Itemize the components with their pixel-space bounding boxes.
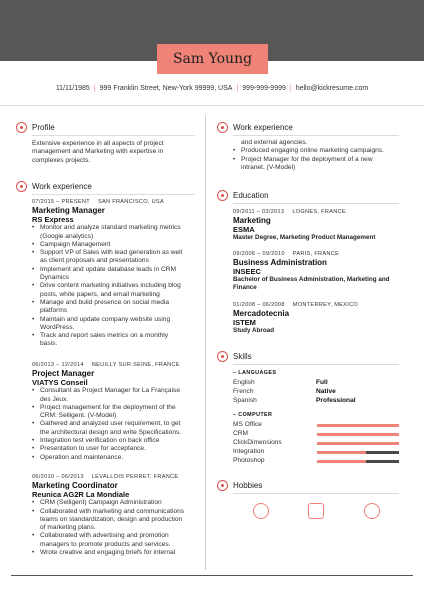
graduation-cap-icon	[217, 190, 228, 201]
language-name: French	[233, 388, 254, 395]
job-title: Project Manager	[32, 369, 95, 379]
education-heading: Education	[217, 190, 269, 201]
computer-skill-name: Photoshop	[233, 457, 265, 464]
language-level: Full	[316, 379, 328, 386]
name-box	[157, 44, 268, 74]
computer-skill-name: Integration	[233, 448, 265, 455]
briefcase-icon	[16, 181, 27, 192]
column-divider	[205, 115, 206, 570]
address: 999 Franklin Street, New-York 99999, USA	[99, 85, 233, 92]
contact-line: 11/11/1985 | 999 Franklin Street, New-York 99999, USA | 999-999-9999 | hello@kickresume.com	[55, 85, 369, 92]
skill-bar	[317, 451, 399, 454]
shopping-bag-icon	[308, 503, 324, 519]
work-heading	[16, 181, 92, 192]
education-item: 09/2006 – 09/2010 PARIS, FRANCE Business Administration INSEEC Bachelor of Business Administration, Marketing and Finance	[233, 251, 390, 292]
work-right-heading: Work experience	[217, 122, 293, 133]
footer-rule	[11, 575, 413, 576]
candidate-name: Sam Young	[172, 51, 253, 67]
job-org: RS Express	[32, 215, 74, 225]
skill-bar	[317, 424, 399, 427]
language-name: English	[233, 379, 255, 386]
job-1: 07/2015 – PRESENT SAN FRANCISCO, USA Marketing Manager RS Express • Monitor and analyze standard marketing metrics (Google analytics) • Campaign Management • Support VP of Sales with lead generation as well as client proposals and presentations • Implement and update database leads in CRM Dynamics • Drive content marketing initiatives including blog posts, white papers, and email marketing • Manage and build presence on social media platforms • Maintain and update company website using WordPress. • Track and report sales metrics on a monthly basis.	[32, 198, 204, 349]
education-rule	[233, 203, 399, 204]
work-heading-label: Work experience	[32, 182, 92, 191]
languages-label: – LANGUAGES	[233, 370, 277, 376]
skills-rule	[233, 364, 399, 365]
birthdate: 11/11/1985	[55, 85, 90, 92]
skill-bar	[317, 433, 399, 436]
lightbulb-icon	[217, 351, 228, 362]
work-right-text: and external agencies. • Produced engaging online marketing campaigns. • Project Manager for the deployment of a new intranet. (V-Model)	[233, 139, 413, 172]
work-right-rule	[233, 135, 399, 136]
job-title: Marketing Manager	[32, 206, 105, 216]
profile-text: Extensive experience in all aspects of project management and Marketing with expertise in complexes projects.	[32, 140, 164, 164]
profile-rule	[32, 135, 195, 136]
job-2: 06/2013 – 12/2014 NEUILLY SUR SEINE, FRANCE Project Manager VIATYS Conseil • Consultant as Project Manager for La Française des Jeux. • Project management for the deployment of the CRM: Selligent. (V-Model) • Gathered and analyzed user requirement, to get the architectural design and write Specifications. • Integration test verification on back office • Presentation to user for acceptance. • Operation and maintenance.	[32, 361, 204, 462]
computer-skill-name: MS Office	[233, 421, 262, 428]
palette-icon	[217, 480, 228, 491]
user-icon	[16, 122, 27, 133]
profile-heading-label: Profile	[32, 123, 55, 132]
headphones-icon	[364, 503, 380, 519]
hobbies-heading: Hobbies	[217, 480, 262, 491]
education-item: 09/2011 – 03/2013 LOGNES, FRANCE Marketing ESMA Master Degree, Marketing Product Management	[233, 209, 376, 242]
language-level: Native	[316, 388, 336, 395]
skill-bar	[317, 442, 399, 445]
job-org: Reunica AG2R La Mondiale	[32, 490, 130, 500]
skill-bar	[317, 460, 399, 463]
job-title: Marketing Coordinator	[32, 481, 118, 491]
computer-label: – COMPUTER	[233, 412, 273, 418]
work-rule	[32, 194, 195, 195]
soccer-ball-icon	[253, 503, 269, 519]
phone: 999-999-9999	[242, 85, 286, 92]
language-level: Professional	[316, 397, 356, 404]
education-item: 01/2008 – 06/2008 MONTERREY, MEXICO Mercadotecnia ISTEM Study Abroad	[233, 302, 359, 335]
job-org: VIATYS Conseil	[32, 378, 88, 388]
job-3: 06/2010 – 06/2013 LEVALLOIS PERRET, FRANCE Marketing Coordinator Reunica AG2R La Mondiale • CRM (Selligent) Campaign Administration • Collaborated with marketing and communications teams on standardization, design and production of marketing plans. • Collaborated with advertising and promotion managers to promote products and services. • Wrote creative and engaging briefs for internal	[32, 473, 204, 557]
header-rule	[0, 105, 424, 106]
email[interactable]: hello@kickresume.com	[295, 85, 369, 92]
skills-heading: Skills	[217, 351, 252, 362]
computer-skill-name: ClickDimensions	[233, 439, 282, 446]
language-name: Spanish	[233, 397, 257, 404]
briefcase-icon	[217, 122, 228, 133]
profile-heading	[16, 122, 55, 133]
computer-skill-name: CRM	[233, 430, 249, 437]
hobbies-rule	[233, 493, 399, 494]
